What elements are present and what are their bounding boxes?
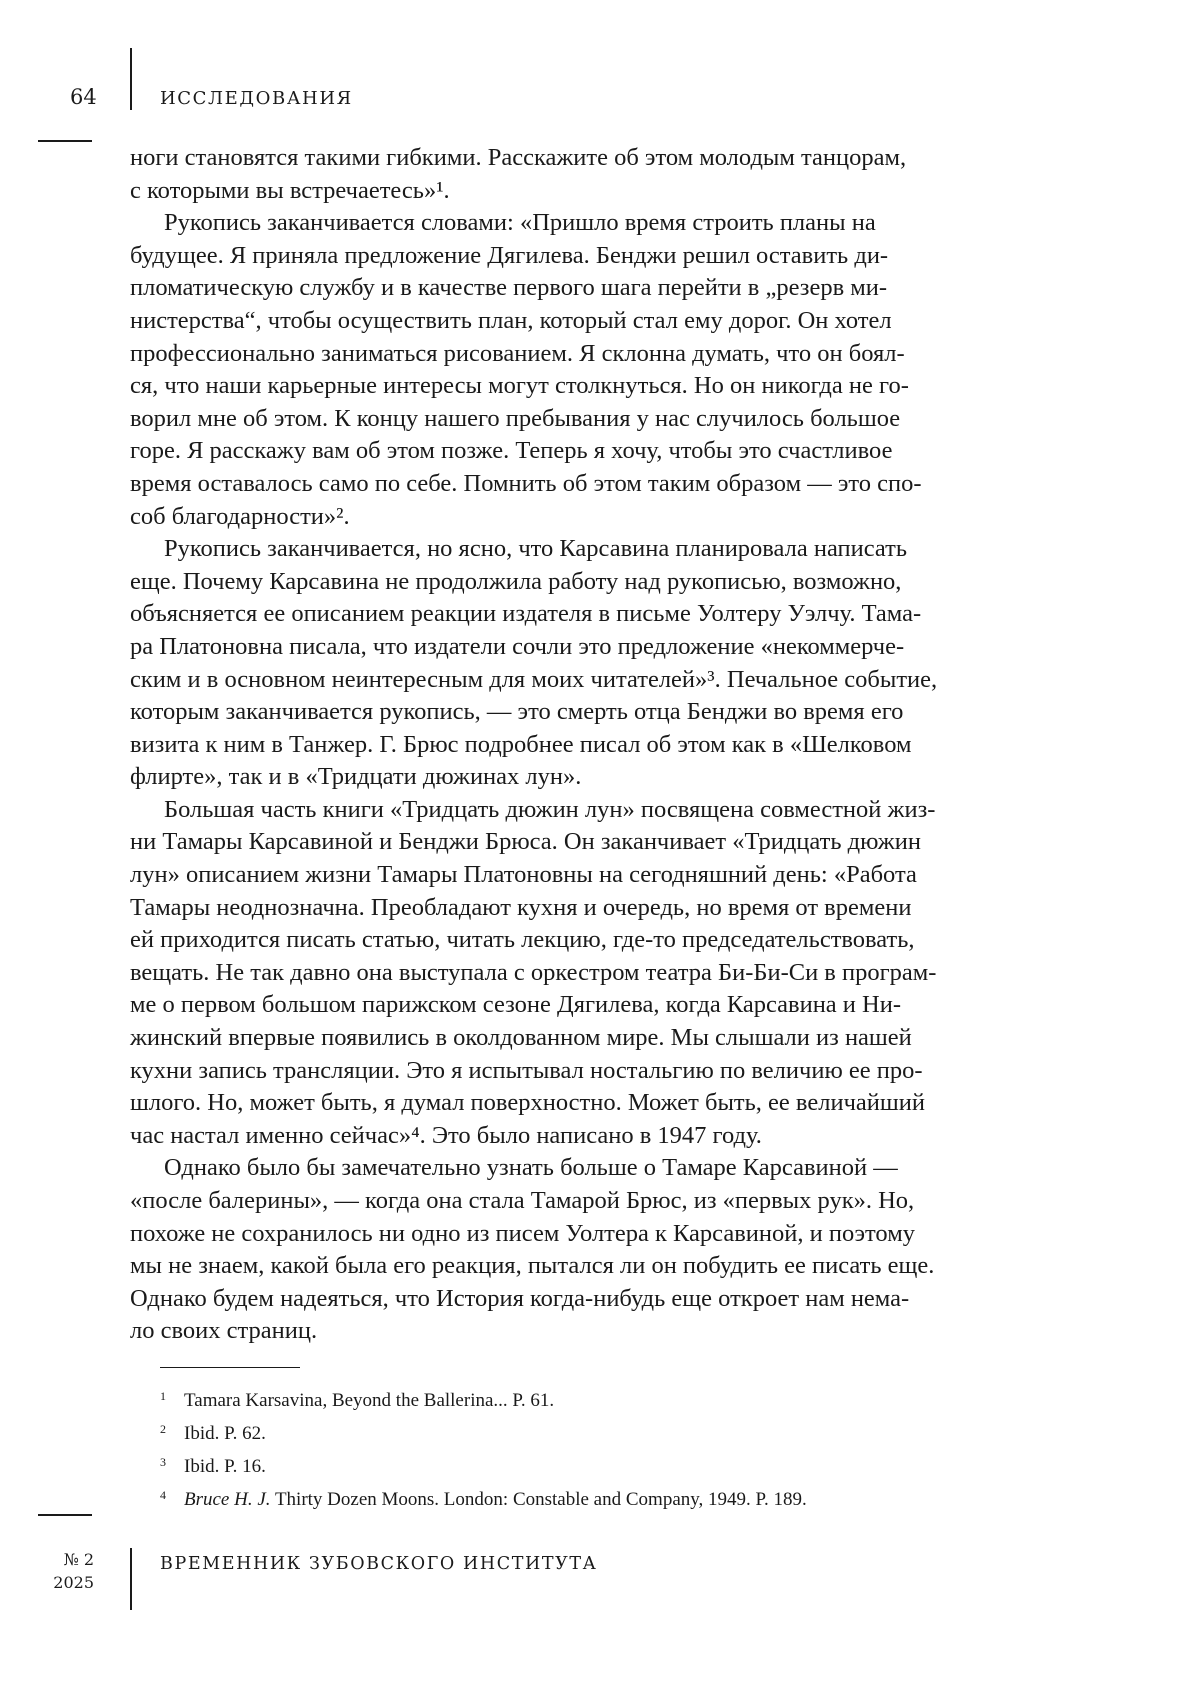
footnote-text: Ibid. P. 62. xyxy=(184,1423,266,1444)
main-text xyxy=(130,142,1070,1348)
journal-title: ВРЕМЕННИК ЗУБОВСКОГО ИНСТИТУТА xyxy=(160,1554,598,1574)
page-number: 64 xyxy=(70,85,97,109)
header-divider xyxy=(130,48,132,110)
paragraph: Однако было бы замечательно узнать больше о Тамаре Карсавиной — «после балерины», — когда она стала Тамарой Брюс, из «первых рук». Но, похоже не сохранилось ни одно из писем Уолтера к Карсавиной, и поэтому мы не знаем, какой была его реакция, пытался ли он побудить ее писать еще. Однако будем надеяться, что История когда-нибудь еще откроет нам нема- ло своих страниц. xyxy=(130,1154,935,1345)
issue-number: № 2 xyxy=(63,1550,94,1569)
footnote-author: Bruce H. J. xyxy=(184,1489,271,1510)
paragraph: Рукопись заканчивается, но ясно, что Карсавина планировала написать еще. Почему Карсавина не продолжила работу над рукописью, возможно, объясняется ее описанием реакции издателя в письме Уолтеру Уэлчу. Тама- ра Платоновна писала, что издатели сочли это предложение «некоммерче- ским и в основном неинтересным для моих читателей»³. Печальное событие, которым заканчивается рукопись, — это смерть отца Бенджи во время его визита к ним в Танжер. Г. Брюс подробнее писал об этом как в «Шелковом флирте», так и в «Тридцати дюжинах лун». xyxy=(130,535,938,791)
footnote-number: 4 xyxy=(160,1488,166,1502)
footer-rule xyxy=(38,1514,92,1516)
footnote xyxy=(160,1456,1060,1489)
footnote xyxy=(160,1423,1060,1456)
footnote xyxy=(160,1390,1060,1423)
footnote-text: Thirty Dozen Moons. London: Constable and Company, 1949. P. 189. xyxy=(270,1489,807,1510)
issue-year: 2025 xyxy=(53,1573,94,1592)
footer-divider xyxy=(130,1548,132,1610)
paragraph: Рукопись заканчивается словами: «Пришло время строить планы на будущее. Я приняла предложение Дягилева. Бенджи решил оставить ди- пломатическую службу и в качестве первого шага перейти в „резерв ми- нистерства“, чтобы осуществить план, который стал ему дорог. Он хотел профессионально заниматься рисованием. Я склонна думать, что он боял- ся, что наши карьерные интересы могут столкнуться. Но он никогда не го- ворил мне об этом. К концу нашего пребывания у нас случилось большое горе. Я расскажу вам об этом позже. Теперь я хочу, чтобы это счастливое время оставалось само по себе. Помнить об этом таким образом — это спо- соб благодарности»². xyxy=(130,209,922,530)
paragraph: Большая часть книги «Тридцать дюжин лун» посвящена совместной жиз- ни Тамары Карсавиной и Бенджи Брюса. Он заканчивает «Тридцать дюжин лун» описанием жизни Тамары Платоновны на сегодняшний день: «Работа Тамары неоднозначна. Преобладают кухня и очередь, но время от времени ей приходится писать статью, читать лекцию, где-то председательствовать, вещать. Не так давно она выступала с оркестром театра Би-Би-Си в програм- ме о первом большом парижском сезоне Дягилева, когда Карсавина и Ни- жинский впервые появились в околдованном мире. Мы слышали из нашей кухни запись трансляции. Это я испытывал ностальгию по величию ее про- шлого. Но, может быть, я думал поверхностно. Может быть, ее величайший час настал именно сейчас»⁴. Это было написано в 1947 году. xyxy=(130,795,937,1149)
running-head: ИССЛЕДОВАНИЯ xyxy=(160,88,353,109)
footnote-number: 3 xyxy=(160,1455,166,1469)
issue-info xyxy=(38,1548,94,1594)
footnotes xyxy=(160,1390,1060,1522)
paragraph: ноги становятся такими гибкими. Расскажите об этом молодым танцорам, с которыми вы встречаетесь»¹. xyxy=(130,144,907,204)
footnote-text: Tamara Karsavina, Beyond the Ballerina... P. 61. xyxy=(184,1390,555,1411)
footnote-number: 2 xyxy=(160,1422,166,1436)
footnote-text: Ibid. P. 16. xyxy=(184,1456,266,1477)
footnote xyxy=(160,1489,1060,1522)
footnote-separator xyxy=(160,1367,300,1368)
header-rule xyxy=(38,140,92,142)
footnote-number: 1 xyxy=(160,1389,166,1403)
